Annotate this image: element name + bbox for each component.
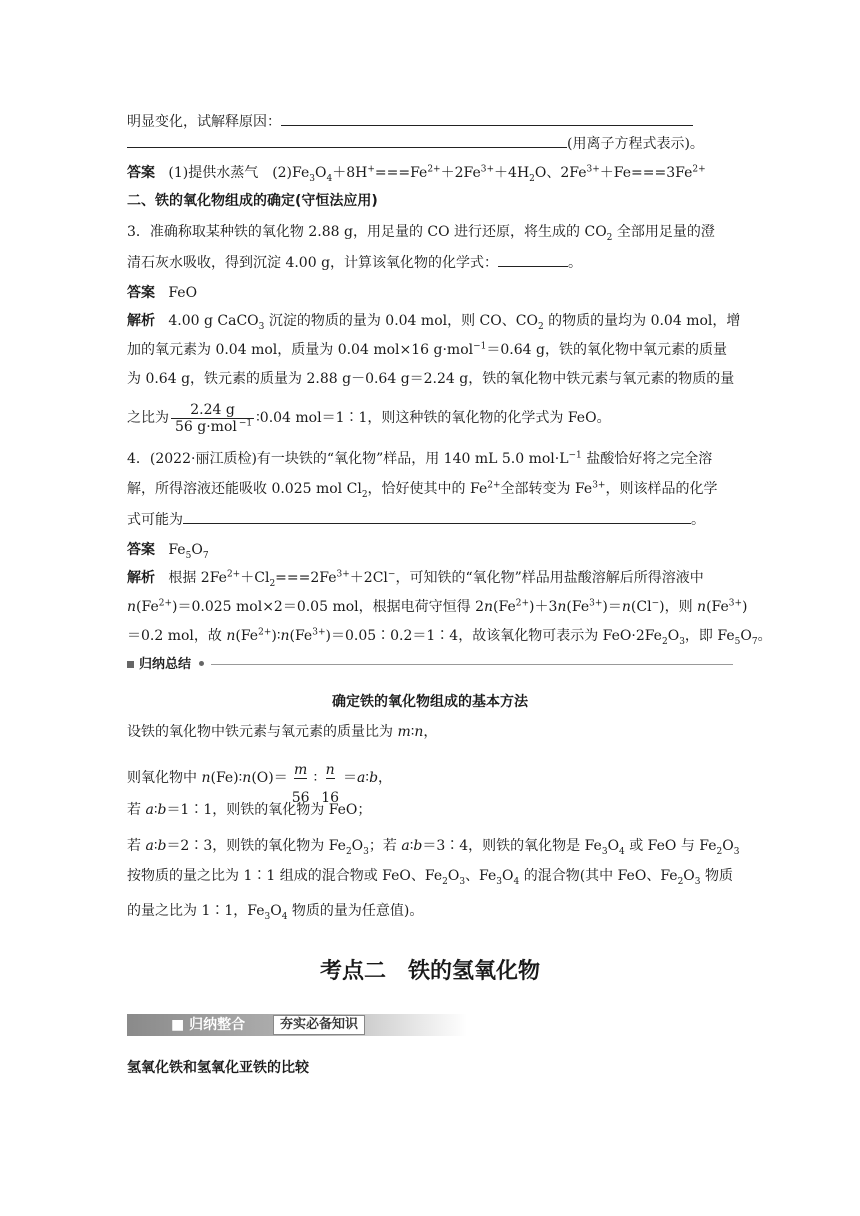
rule: [211, 664, 733, 665]
dot-icon: [199, 661, 204, 666]
answer-blank[interactable]: [281, 111, 693, 126]
question-line: 明显变化，试解释原因：: [127, 111, 693, 132]
summary-line: 的量之比为 1∶1，$Fe_3O_4$ 物质的量为任意值)。: [127, 903, 424, 922]
question-3-cont: 清石灰水吸收，得到沉淀 4.00 g，计算该氧化物的化学式： 。: [127, 252, 582, 273]
fraction: $\frac{n}{16}$: [321, 762, 340, 806]
summary-line: 按物质的量之比为 1∶1 组成的混合物或 FeO、$Fe_2O_3$、$Fe_3O_4$ 的混合物(其中 FeO、$Fe_2O_3$ 物质: [127, 868, 733, 887]
fraction: $\frac{m}{56}$: [291, 762, 310, 806]
section-title: 二、铁的氧化物组成的确定(守恒法应用): [127, 193, 378, 209]
question-4-cont: 式可能为 。: [127, 509, 705, 530]
explanation: $n(Fe^{2+})=0.025$ mol×2＝0.05 mol，根据电荷守恒得 $2n(Fe^{2+})+3n(Fe^{3+})=n(Cl^-)$，则 $n(Fe^{3+})$: [127, 598, 748, 615]
explanation: 之比为 $\frac{2.24 g}{56 g\cdot mol ^{-1}}$ ∶0.04 mol＝1∶1，则这种铁的氧化物的化学式为 FeO。: [127, 401, 611, 435]
explanation: 为 0.64 g，铁元素的质量为 2.88 g－0.64 g＝2.24 g，铁的氧化物中铁元素与氧元素的物质的量: [127, 371, 735, 387]
explanation: ＝0.2 mol，故 $n(Fe^{2+})∶n(Fe^{3+})=0.05∶0.2=1∶4$，故该氧化物可表示为 $FeO\cdot 2Fe_2O_3$，即 $Fe_5O_7$。: [127, 627, 772, 647]
answer-blank[interactable]: [127, 133, 567, 148]
section-heading: 考点二 铁的氢氧化物: [319, 959, 540, 984]
answer-blank[interactable]: [183, 509, 691, 524]
explanation: 解析 根据 $2Fe^{2+}+Cl_2===2Fe^{3+}+2Cl^-$，可知铁的“氧化物”样品用盐酸溶解后所得溶液中: [127, 569, 704, 589]
answer-line: 答案 FeO: [127, 285, 198, 301]
summary-divider: 归纳总结: [127, 657, 733, 673]
question-3: 3．准确称取某种铁的氧化物 2.88 g，用足量的 CO 进行还原，将生成的 $CO_2$ 全部用足量的澄: [127, 224, 715, 243]
summary-line: 若 a∶b＝2∶3，则铁的氧化物为 $Fe_2O_3$；若 a∶b＝3∶4，则铁的氧化物是 $Fe_3O_4$ 或 FeO 与 $Fe_2O_3$: [127, 838, 740, 857]
fraction: $\frac{2.24 g}{56 g\cdot mol ^{-1}}$: [171, 402, 254, 435]
answer-line: 答案 $Fe_5O_7$: [127, 542, 209, 561]
square-icon: [127, 661, 134, 668]
explanation: 加的氧元素为 0.04 mol，质量为 0.04 mol×16 g·mol$^{-1}$＝0.64 g，铁的氧化物中氧元素的质量: [127, 341, 727, 358]
answer-blank[interactable]: [498, 252, 568, 267]
section-banner: ■ 归纳整合 夯实必备知识: [127, 1014, 467, 1036]
answer-line: 答案 (1)提供水蒸气 $(2)Fe_3O_4+8H^+===Fe^{2+}+2Fe^{3+}+4H_2O$、$2Fe^{3+}+Fe===3Fe^{2+}$: [127, 164, 706, 184]
summary-line: 若 a∶b＝1∶1，则铁的氧化物为 FeO；: [127, 802, 372, 818]
subtitle: 氢氧化铁和氢氧化亚铁的比较: [127, 1060, 309, 1076]
question-4: 4．(2022·丽江质检)有一块铁的“氧化物”样品，用 140 mL 5.0 $mol\cdot L^{-1}$ 盐酸恰好将之完全溶: [127, 450, 713, 467]
summary-title: 确定铁的氧化物组成的基本方法: [332, 694, 528, 710]
explanation: 解析 4.00 g CaCO$_3$ 沉淀的物质的量为 0.04 mol，则 CO、$CO_2$ 的物质的量均为 0.04 mol，增: [127, 313, 741, 332]
question-4-cont: 解，所得溶液还能吸收 0.025 mol $Cl_2$，恰好使其中的 $Fe^{2+}$全部转变为 $Fe^{3+}$，则该样品的化学: [127, 480, 718, 500]
summary-line: 设铁的氧化物中铁元素与氧元素的质量比为 m∶n，: [127, 724, 438, 740]
summary-line: 则氧化物中 n(Fe)∶n(O)＝ $\frac{m}{56}$ ∶ $\frac{n}{16}$ ＝a∶b，: [127, 750, 392, 806]
question-line: (用离子方程式表示)。: [127, 133, 704, 154]
